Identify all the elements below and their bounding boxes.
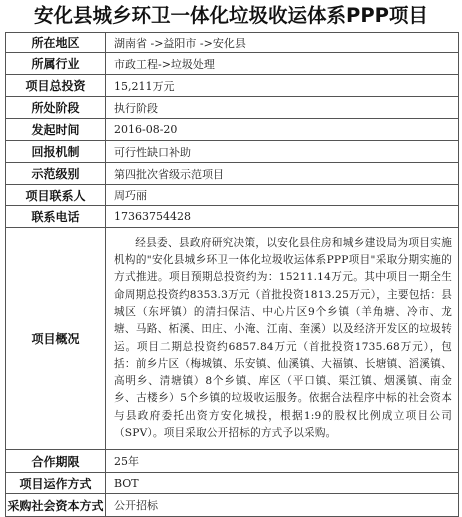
row-stage — [6, 97, 459, 119]
stage-label: 所处阶段 — [6, 97, 106, 119]
project-info-table — [5, 32, 459, 517]
operation-mode-label: 项目运作方式 — [6, 473, 106, 494]
return-mechanism-label: 回报机制 — [6, 141, 106, 163]
overview-text: 经县委、县政府研究决策，以安化县住房和城乡建设局为项目实施机构的"安化县城乡环卫一体化垃圾收运体系PPP项目"采取分期实施的方式推进。项目预期总投资约为：15211.14万元。其中项目一期全生命周期总投资约8353.3万元（首批投资1813.25万元），主要包括：县城区（东坪镇）的清扫保洁、中心片区9个乡镇（羊角塘、冷市、龙塘、马路、柘溪、田庄、小淹、江南、奎溪）以及经济开发区的垃圾转运。项目二期总投资约6857.84万元（首批投资1735.68万元），包括：前乡片区（梅城镇、乐安镇、仙溪镇、大福镇、长塘镇、滔溪镇、高明乡、清塘镇）8个乡镇、库区（平口镇、渠江镇、烟溪镇、南金乡、古楼乡）5个乡镇的垃圾收运服务。依据合法程序中标的社会资本与县政府委托出资方安化城投，根据1:9的股权比例成立项目公司（SPV）。项目采取公开招标的方式予以采购。 — [106, 228, 459, 450]
start-date-label: 发起时间 — [6, 119, 106, 141]
stage-value: 执行阶段 — [106, 97, 459, 119]
phone-value: 17363754428 — [106, 206, 459, 228]
return-mechanism-value: 可行性缺口补助 — [106, 141, 459, 163]
procurement-method-label: 采购社会资本方式 — [6, 494, 106, 517]
demo-level-label: 示范级别 — [6, 163, 106, 185]
row-industry — [6, 53, 459, 75]
row-start-date — [6, 119, 459, 141]
cooperation-period-label: 合作期限 — [6, 450, 106, 473]
row-cooperation-period — [6, 450, 459, 473]
contact-value: 周巧丽 — [106, 185, 459, 206]
contact-label: 项目联系人 — [6, 185, 106, 206]
row-phone — [6, 206, 459, 228]
cooperation-period-value: 25年 — [106, 450, 459, 473]
region-value: 湖南省 ->益阳市 ->安化县 — [106, 33, 459, 53]
overview-label: 项目概况 — [6, 228, 106, 450]
row-return-mechanism — [6, 141, 459, 163]
industry-value: 市政工程->垃圾处理 — [106, 53, 459, 75]
demo-level-value: 第四批次省级示范项目 — [106, 163, 459, 185]
project-title: 安化县城乡环卫一体化垃圾收运体系PPP项目 — [34, 4, 428, 27]
region-label: 所在地区 — [6, 33, 106, 53]
row-contact — [6, 185, 459, 206]
phone-label: 联系电话 — [6, 206, 106, 228]
operation-mode-value: BOT — [106, 473, 459, 494]
row-demo-level — [6, 163, 459, 185]
total-investment-value: 15,211万元 — [106, 75, 459, 97]
row-overview — [6, 228, 459, 450]
industry-label: 所属行业 — [6, 53, 106, 75]
row-procurement-method — [6, 494, 459, 517]
procurement-method-value: 公开招标 — [106, 494, 459, 517]
row-operation-mode — [6, 473, 459, 494]
row-total-investment — [6, 75, 459, 97]
total-investment-label: 项目总投资 — [6, 75, 106, 97]
start-date-value: 2016-08-20 — [106, 119, 459, 141]
row-region — [6, 33, 459, 53]
